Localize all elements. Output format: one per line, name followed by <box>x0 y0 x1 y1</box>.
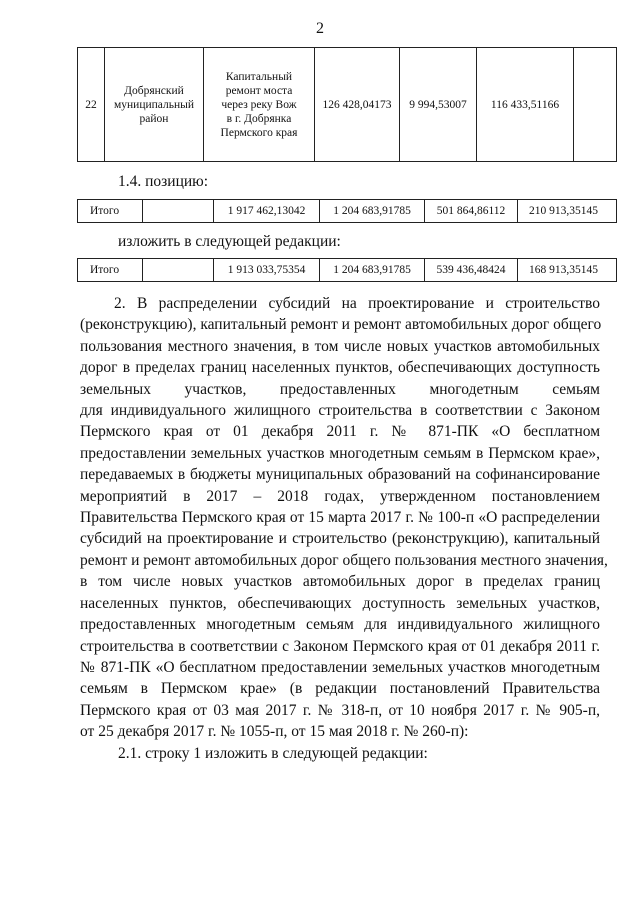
paragraph-line: строительства в соответствии с Законом Пермского края от 01 декабря 2011 г. <box>80 637 600 655</box>
object-line: ремонт моста <box>225 84 293 97</box>
blank-cell <box>143 259 214 282</box>
object-cell <box>204 48 315 162</box>
district-cell <box>105 48 204 162</box>
paragraph-line: Пермского края от 01 декабря 2011 г. № 871-ПК «О бесплатном <box>80 423 600 441</box>
value-cell-3: 501 864,86112 <box>425 200 518 223</box>
value-cell-4 <box>574 48 617 162</box>
paragraph-line: передаваемых в бюджеты муниципальных образований на софинансирование <box>80 466 600 484</box>
row-number-cell: 22 <box>78 48 105 162</box>
paragraph-line: семьям в Пермском крае» (в редакции постановлений Правительства <box>80 680 600 698</box>
paragraph-line: от 25 декабря 2017 г. № 1055-п, от 15 мая 2018 г. № 260-п): <box>80 723 469 741</box>
old-total-table <box>77 199 617 223</box>
table-row <box>78 48 617 162</box>
paragraph-line: населенных пунктов, обеспечивающих доступность земельных участков, <box>80 594 600 612</box>
blank-cell <box>143 200 214 223</box>
page-number: 2 <box>316 20 324 37</box>
value-cell-2: 1 204 683,91785 <box>320 200 425 223</box>
object-line: в г. Добрянка <box>226 112 292 125</box>
paragraph-line: № 871-ПК «О бесплатном предоставлении земельных участков многодетным <box>80 658 600 676</box>
paragraph-line: предоставленных многодетным семьям для индивидуального жилищного <box>80 616 600 634</box>
district-line: район <box>139 112 169 125</box>
district-line: Добрянский <box>124 84 184 97</box>
value-cell-3: 116 433,51166 <box>477 48 574 162</box>
value-cell-3: 539 436,48424 <box>425 259 518 282</box>
table-row-22 <box>77 47 617 162</box>
paragraph-line: земельных участков, предоставленных многодетным семьям <box>80 380 600 398</box>
value-cell-1: 1 917 462,13042 <box>214 200 320 223</box>
value-cell-1: 126 428,04173 <box>315 48 400 162</box>
item-1-4-heading: 1.4. позицию: <box>118 173 209 190</box>
table-row <box>78 259 617 282</box>
value-cell-2: 9 994,53007 <box>400 48 477 162</box>
paragraph-line: Правительства Пермского края от 15 марта 2017 г. № 100-п «О распределении <box>80 509 600 527</box>
value-cell-1: 1 913 033,75354 <box>214 259 320 282</box>
district-line: муниципальный <box>113 98 195 111</box>
object-line: через реку Вож <box>221 98 297 111</box>
paragraph-line: мероприятий в 2017 – 2018 годах, утвержденном постановлением <box>80 487 600 505</box>
value-cell-4: 168 913,35145 <box>518 259 617 282</box>
total-label: Итого <box>78 259 143 282</box>
restate-text: изложить в следующей редакции: <box>118 233 341 250</box>
paragraph-line: (реконструкцию), капитальный ремонт и ремонт автомобильных дорог общего <box>80 316 602 334</box>
paragraph-2 <box>80 293 608 743</box>
paragraph-line: пользования местного значения, в том числе новых участков автомобильных <box>80 337 600 355</box>
paragraph-line: 2. В распределении субсидий на проектирование и строительство <box>114 295 600 312</box>
item-2-1-heading: 2.1. строку 1 изложить в следующей редакции: <box>118 745 428 762</box>
paragraph-line: Пермского края от 03 мая 2017 г. № 318-п, от 10 ноября 2017 г. № 905-п, <box>80 701 600 719</box>
paragraph-line: дорог в пределах границ населенных пунктов, обеспечивающих доступность <box>80 359 600 377</box>
object-line: Пермского края <box>220 126 298 139</box>
new-total-table <box>77 258 617 282</box>
paragraph-line: предоставлении земельных участков многодетным семьям в Пермском крае», <box>80 444 600 462</box>
table-row <box>78 200 617 223</box>
object-line: Капитальный <box>225 70 293 83</box>
value-cell-4: 210 913,35145 <box>518 200 617 223</box>
total-label: Итого <box>78 200 143 223</box>
paragraph-line: ремонт и ремонт автомобильных дорог общего пользования местного значения, <box>80 551 608 569</box>
paragraph-line: в том числе новых участков автомобильных дорог в пределах границ <box>80 573 600 591</box>
value-cell-2: 1 204 683,91785 <box>320 259 425 282</box>
paragraph-line: для индивидуального жилищного строительства в соответствии с Законом <box>80 402 600 420</box>
paragraph-line: субсидий на проектирование и строительство (реконструкцию), капитальный <box>80 530 600 548</box>
